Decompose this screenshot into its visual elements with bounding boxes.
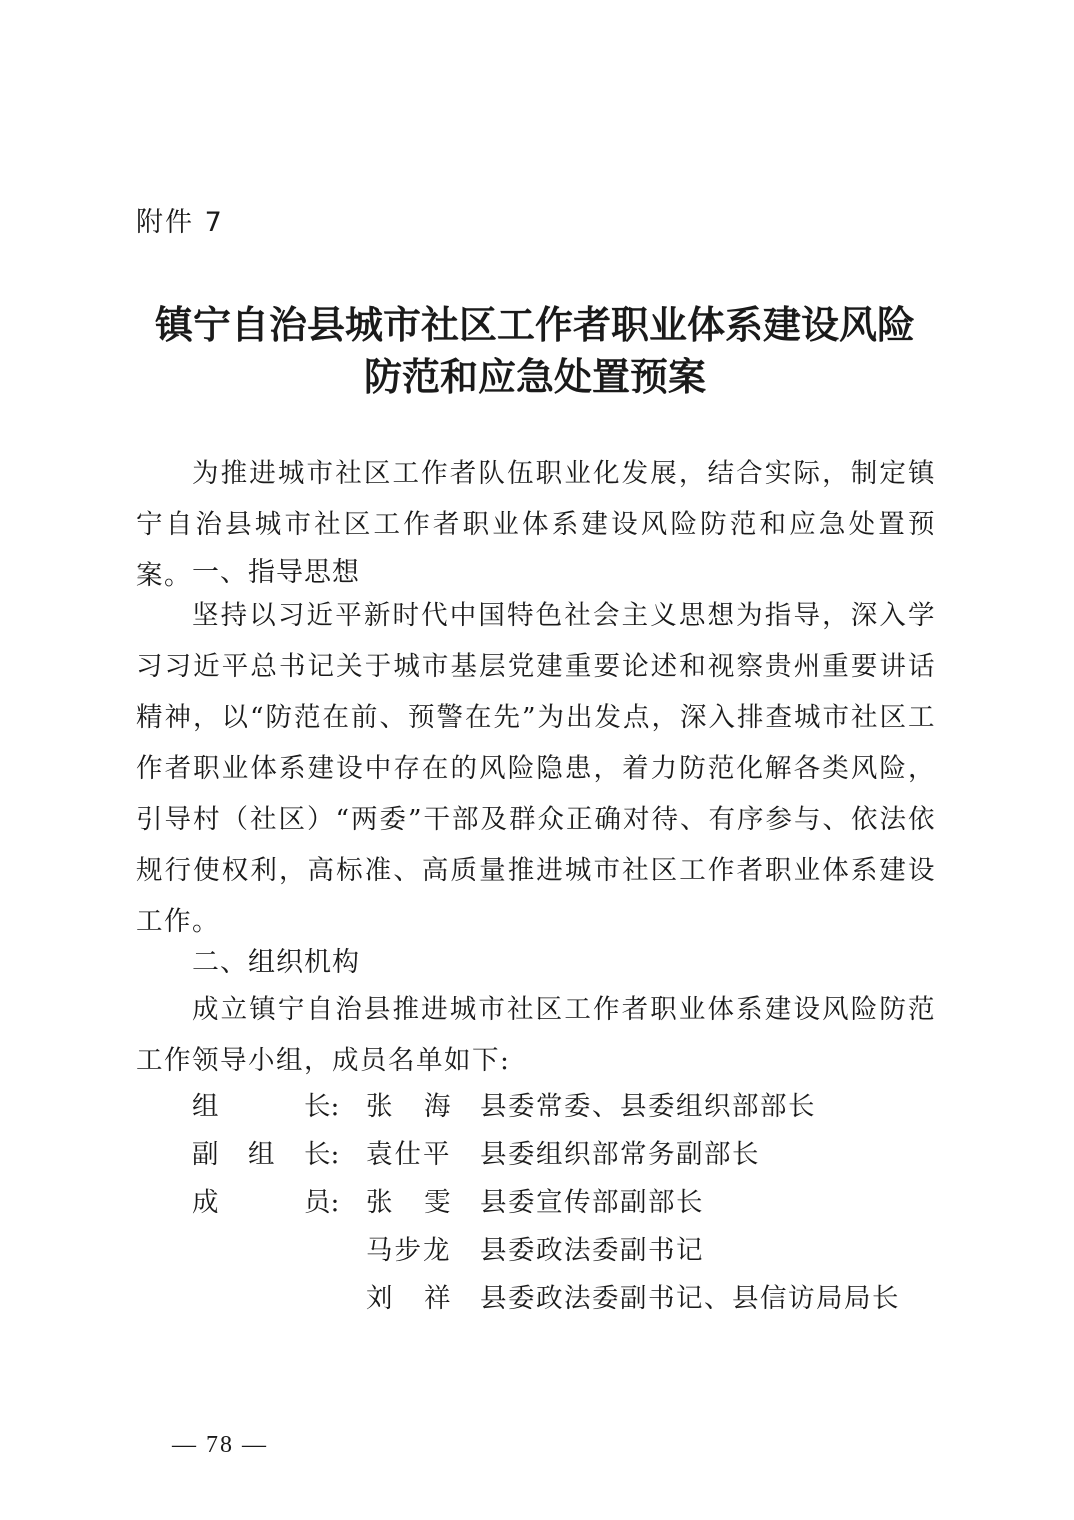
roster-row: 马步龙 县委政法委副书记 [192,1228,952,1276]
roster-row: 组 长: 张 海 县委常委、县委组织部部长 [192,1084,952,1132]
roster-row: 副 组 长: 袁仕平 县委组织部常务副部长 [192,1132,952,1180]
roster-row: 刘 祥 县委政法委副书记、县信访局局长 [192,1276,952,1324]
section-heading-organization: 二、组织机构 [192,947,360,978]
roster-duty: 县委政法委副书记、县信访局局长 [480,1283,900,1314]
document-title-line-1: 镇宁自治县城市社区工作者职业体系建设风险 [154,302,915,347]
roster-duty: 县委常委、县委组织部部长 [480,1091,816,1122]
section-heading-guiding-ideology: 一、指导思想 [192,557,360,588]
roster-row: 成 员: 张 雯 县委宣传部副部长 [192,1180,952,1228]
attachment-label: 附件 7 [136,207,224,238]
page-number: — 78 — [172,1432,268,1458]
document-title-line-2: 防范和应急处置预案 [363,354,706,399]
roster-duty: 县委宣传部副部长 [480,1187,704,1218]
roster-duty: 县委政法委副书记 [480,1235,704,1266]
member-roster [192,1084,952,1324]
organization-paragraph: 成立镇宁自治县推进城市社区工作者职业体系建设风险防范工作领导小组，成员名单如下: [136,994,936,1076]
intro-paragraph: 为推进城市社区工作者队伍职业化发展，结合实际，制定镇宁自治县城市社区工作者职业体系建设风险防范和应急处置预案。 [136,458,936,591]
roster-duty: 县委组织部常务副部长 [480,1139,760,1170]
guiding-ideology-paragraph: 坚持以习近平新时代中国特色社会主义思想为指导，深入学习习近平总书记关于城市基层党建重要论述和视察贵州重要讲话精神，以“防范在前、预警在先”为出发点，深入排查城市社区工作者职业体系建设中存在的风险隐患，着力防范化解各类风险，引导村（社区）“两委”干部及群众正确对待、有序参与、依法依规行使权利，高标准、高质量推进城市社区工作者职业体系建设工作。 [136,600,936,937]
